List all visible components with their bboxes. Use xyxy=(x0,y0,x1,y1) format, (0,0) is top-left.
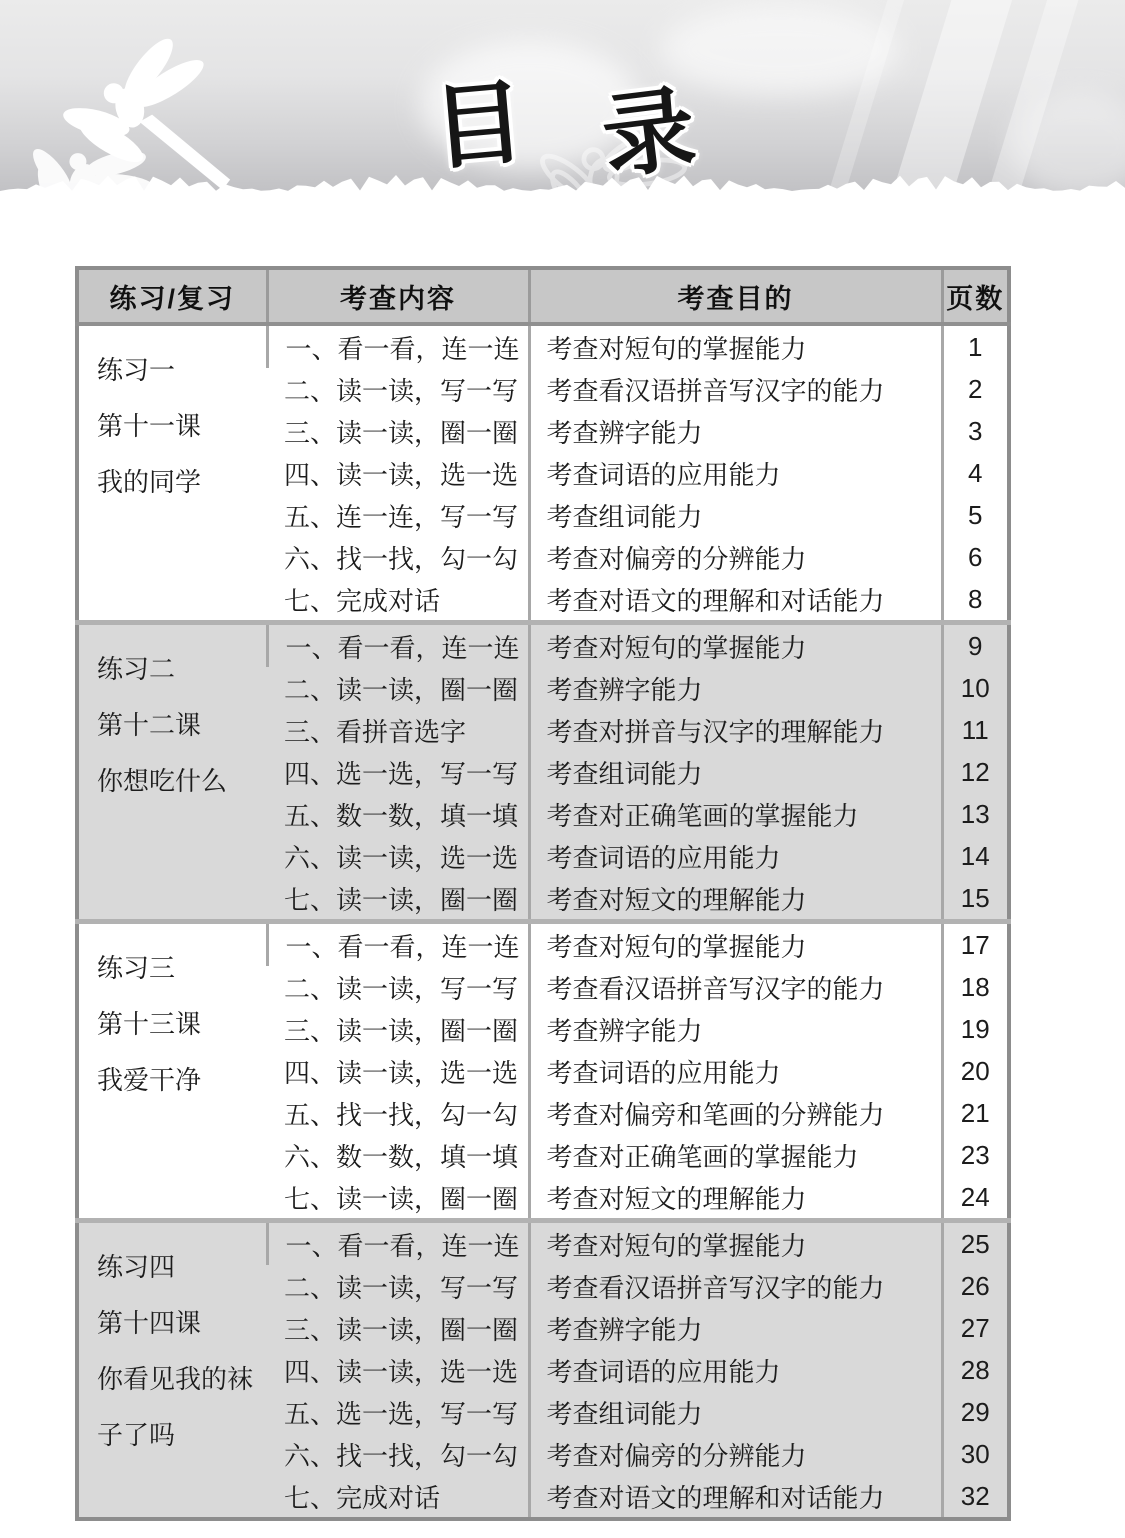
row-page-number: 19 xyxy=(942,1008,1009,1050)
row-purpose: 考查词语的应用能力 xyxy=(529,1050,942,1092)
header-exam-purpose: 考查目的 xyxy=(529,268,942,324)
header-exercise-review: 练习/复习 xyxy=(77,268,267,324)
section-label-line: 第十二课 xyxy=(97,710,202,740)
row-content: 七、完成对话 xyxy=(267,578,529,623)
row-page-number: 1 xyxy=(942,324,1009,368)
row-purpose: 考查看汉语拼音写汉字的能力 xyxy=(529,966,942,1008)
row-content: 四、读一读，选一选 xyxy=(267,1050,529,1092)
section-label-line: 第十一课 xyxy=(97,411,202,441)
row-purpose: 考查对短句的掌握能力 xyxy=(529,623,942,668)
row-purpose: 考查辨字能力 xyxy=(529,667,942,709)
table-row xyxy=(77,922,1009,967)
section-label-line: 我爱干净 xyxy=(97,1065,202,1095)
row-purpose: 考查组词能力 xyxy=(529,494,942,536)
row-content: 三、读一读，圈一圈 xyxy=(267,1008,529,1050)
section-label-line: 第十三课 xyxy=(97,1009,202,1039)
row-purpose: 考查组词能力 xyxy=(529,751,942,793)
row-page-number: 13 xyxy=(942,793,1009,835)
section-label-line: 练习二 xyxy=(97,654,176,684)
row-content: 七、读一读，圈一圈 xyxy=(267,877,529,922)
row-content: 二、读一读，写一写 xyxy=(267,966,529,1008)
row-content: 二、读一读，圈一圈 xyxy=(267,667,529,709)
row-content: 四、选一选，写一写 xyxy=(267,751,529,793)
table-row xyxy=(77,1221,1009,1266)
section-label-cell xyxy=(77,324,267,623)
row-content: 五、数一数，填一填 xyxy=(267,793,529,835)
row-content: 七、完成对话 xyxy=(267,1475,529,1519)
row-purpose: 考查辨字能力 xyxy=(529,1307,942,1349)
row-content: 四、读一读，选一选 xyxy=(267,1349,529,1391)
row-content: 六、数一数，填一填 xyxy=(267,1134,529,1176)
row-content: 二、读一读，写一写 xyxy=(267,368,529,410)
row-purpose: 考查看汉语拼音写汉字的能力 xyxy=(529,368,942,410)
row-page-number: 8 xyxy=(942,578,1009,623)
title-char: 录 xyxy=(597,77,702,191)
row-page-number: 11 xyxy=(942,709,1009,751)
row-content: 三、读一读，圈一圈 xyxy=(267,1307,529,1349)
row-page-number: 32 xyxy=(942,1475,1009,1519)
row-purpose: 考查词语的应用能力 xyxy=(529,1349,942,1391)
row-content: 三、看拼音选字 xyxy=(267,709,529,751)
row-page-number: 30 xyxy=(942,1433,1009,1475)
row-content: 五、选一选，写一写 xyxy=(267,1391,529,1433)
row-content: 五、连一连，写一写 xyxy=(267,494,529,536)
section-label-line: 我的同学 xyxy=(97,467,202,497)
row-content: 五、找一找，勾一勾 xyxy=(267,1092,529,1134)
row-page-number: 18 xyxy=(942,966,1009,1008)
toc-table xyxy=(75,266,1011,1521)
section-label-line: 你看见我的袜 xyxy=(97,1364,254,1394)
title-char: 目 xyxy=(428,71,529,181)
section-label-line: 你想吃什么 xyxy=(97,766,228,796)
row-page-number: 25 xyxy=(942,1221,1009,1266)
row-content: 一、看一看，连一连 xyxy=(267,623,529,668)
row-content: 六、找一找，勾一勾 xyxy=(267,1433,529,1475)
row-purpose: 考查对短句的掌握能力 xyxy=(529,922,942,967)
table-header-row xyxy=(77,268,1009,324)
row-page-number: 5 xyxy=(942,494,1009,536)
row-content: 三、读一读，圈一圈 xyxy=(267,410,529,452)
row-purpose: 考查对正确笔画的掌握能力 xyxy=(529,793,942,835)
row-content: 二、读一读，写一写 xyxy=(267,1265,529,1307)
row-page-number: 29 xyxy=(942,1391,1009,1433)
row-page-number: 3 xyxy=(942,410,1009,452)
row-purpose: 考查看汉语拼音写汉字的能力 xyxy=(529,1265,942,1307)
section-label-line: 第十四课 xyxy=(97,1308,202,1338)
page-title xyxy=(0,52,1125,191)
row-page-number: 28 xyxy=(942,1349,1009,1391)
row-content: 一、看一看，连一连 xyxy=(267,922,529,967)
header-exam-content: 考查内容 xyxy=(267,268,529,324)
row-purpose: 考查对短句的掌握能力 xyxy=(529,1221,942,1266)
section-label-cell xyxy=(77,922,267,1221)
row-page-number: 20 xyxy=(942,1050,1009,1092)
row-page-number: 4 xyxy=(942,452,1009,494)
row-page-number: 17 xyxy=(942,922,1009,967)
section-label-cell xyxy=(77,623,267,922)
table-row xyxy=(77,324,1009,368)
row-purpose: 考查词语的应用能力 xyxy=(529,835,942,877)
row-page-number: 9 xyxy=(942,623,1009,668)
section-label-cell xyxy=(77,1221,267,1520)
row-purpose: 考查对偏旁的分辨能力 xyxy=(529,1433,942,1475)
row-page-number: 23 xyxy=(942,1134,1009,1176)
header-banner xyxy=(0,0,1125,198)
row-page-number: 21 xyxy=(942,1092,1009,1134)
section-label-line: 练习三 xyxy=(97,953,176,983)
row-purpose: 考查辨字能力 xyxy=(529,410,942,452)
row-purpose: 考查对正确笔画的掌握能力 xyxy=(529,1134,942,1176)
row-purpose: 考查词语的应用能力 xyxy=(529,452,942,494)
row-page-number: 12 xyxy=(942,751,1009,793)
table-row xyxy=(77,623,1009,668)
row-page-number: 26 xyxy=(942,1265,1009,1307)
header-page-number: 页数 xyxy=(942,268,1009,324)
row-purpose: 考查对语文的理解和对话能力 xyxy=(529,578,942,623)
row-content: 七、读一读，圈一圈 xyxy=(267,1176,529,1221)
row-purpose: 考查对短文的理解能力 xyxy=(529,1176,942,1221)
row-content: 六、找一找，勾一勾 xyxy=(267,536,529,578)
row-purpose: 考查对短文的理解能力 xyxy=(529,877,942,922)
row-content: 一、看一看，连一连 xyxy=(267,324,529,368)
row-content: 一、看一看，连一连 xyxy=(267,1221,529,1266)
row-purpose: 考查对语文的理解和对话能力 xyxy=(529,1475,942,1519)
row-page-number: 24 xyxy=(942,1176,1009,1221)
row-content: 六、读一读，选一选 xyxy=(267,835,529,877)
section-label-line: 练习四 xyxy=(97,1252,176,1282)
row-purpose: 考查对偏旁的分辨能力 xyxy=(529,536,942,578)
row-content: 四、读一读，选一选 xyxy=(267,452,529,494)
row-page-number: 10 xyxy=(942,667,1009,709)
row-purpose: 考查对偏旁和笔画的分辨能力 xyxy=(529,1092,942,1134)
row-purpose: 考查对拼音与汉字的理解能力 xyxy=(529,709,942,751)
section-label-line: 子了吗 xyxy=(97,1420,176,1450)
row-page-number: 6 xyxy=(942,536,1009,578)
row-purpose: 考查辨字能力 xyxy=(529,1008,942,1050)
row-page-number: 2 xyxy=(942,368,1009,410)
row-page-number: 15 xyxy=(942,877,1009,922)
row-page-number: 27 xyxy=(942,1307,1009,1349)
row-purpose: 考查组词能力 xyxy=(529,1391,942,1433)
row-page-number: 14 xyxy=(942,835,1009,877)
section-label-line: 练习一 xyxy=(97,355,176,385)
row-purpose: 考查对短句的掌握能力 xyxy=(529,324,942,368)
